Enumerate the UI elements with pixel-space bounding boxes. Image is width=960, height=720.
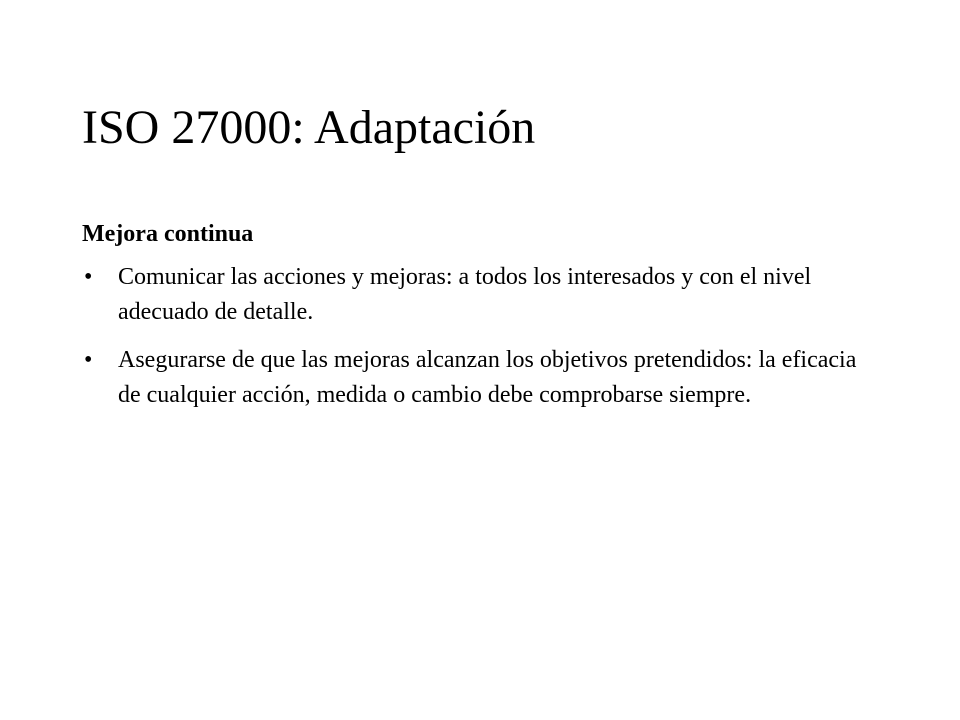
bullet-icon: • — [84, 264, 93, 290]
bullet-list — [82, 260, 882, 413]
slide-body — [82, 216, 882, 426]
bullet-icon: • — [84, 347, 93, 373]
list-item — [82, 260, 882, 330]
list-item — [82, 343, 882, 413]
bullet-text: Comunicar las acciones y mejoras: a todos los interesados y con el nivel adecuado de detalle. — [118, 264, 812, 325]
section-heading: Mejora continua — [82, 221, 254, 247]
bullet-text: Asegurarse de que las mejoras alcanzan los objetivos pretendidos: la eficacia de cualquier acción, medida o cambio debe comprobarse siempre. — [118, 347, 857, 408]
slide-title: ISO 27000: Adaptación — [82, 101, 536, 154]
